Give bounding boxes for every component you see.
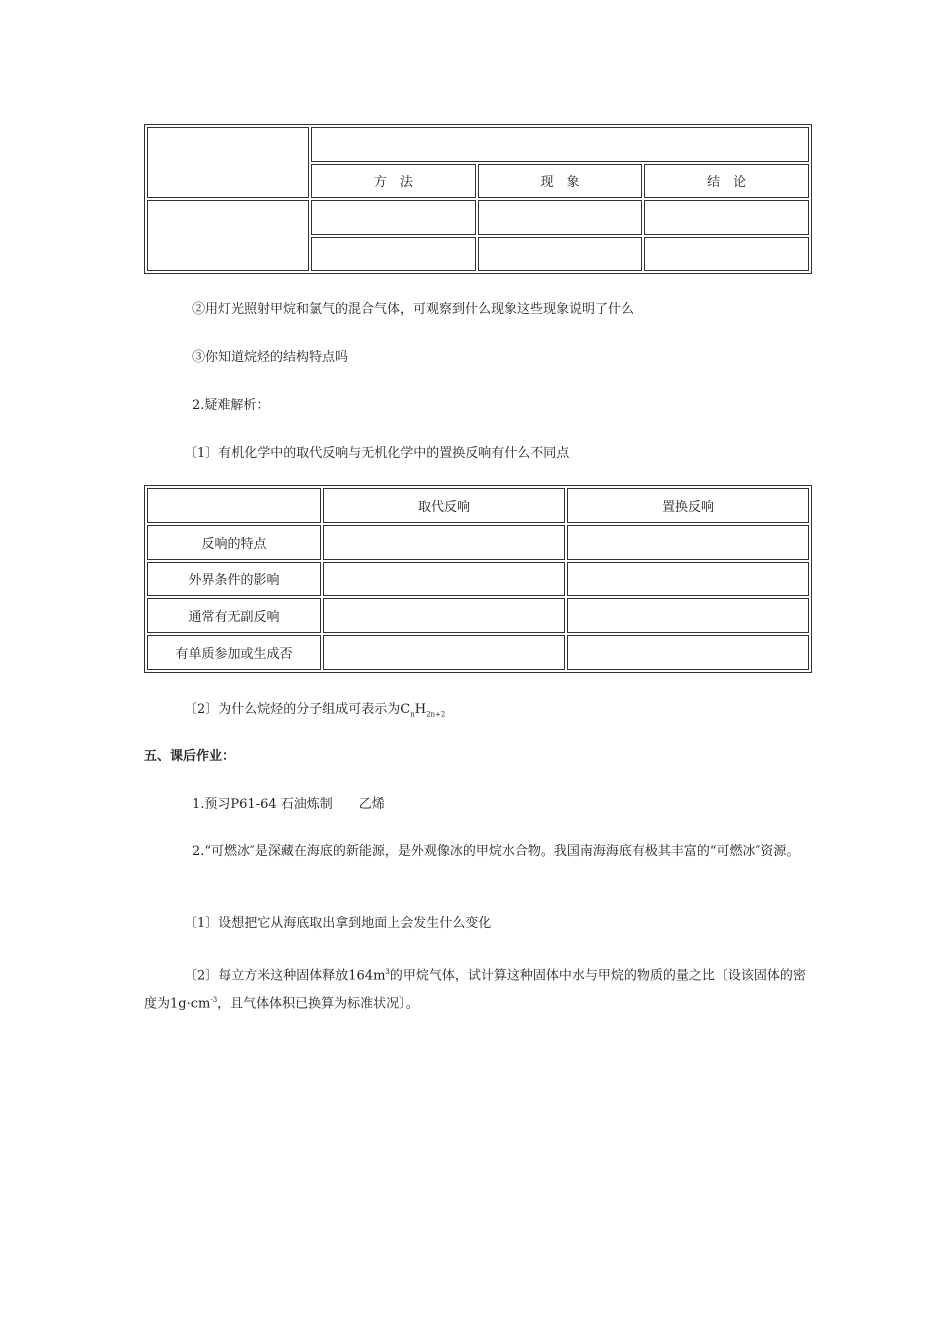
table2-header-blank — [147, 488, 321, 523]
table2-cell — [567, 562, 809, 597]
table2-header-replacement: 置换反响 — [567, 488, 809, 523]
table1-header-method: 方 法 — [311, 164, 476, 199]
paragraph-light-reaction: ②用灯光照射甲烷和氯气的混合气体，可观察到什么现象这些现象说明了什么 — [192, 302, 635, 317]
table1-cell — [478, 200, 643, 235]
table1-blank-corner — [147, 127, 309, 198]
homework-2-part-2 — [144, 960, 809, 1017]
homework-1: 1.预习P61-64 石油炼制 乙烯 — [192, 797, 385, 812]
table2-cell — [323, 635, 565, 670]
formula-subscript-n: n — [410, 710, 415, 719]
question-2 — [184, 702, 445, 723]
homework-2-part-2-b: 的甲烷气体，试计算这种固体中水与甲烷的物质的量之比〔设该固体的密度为1g·cm — [144, 968, 806, 1012]
table1-cell — [478, 237, 643, 272]
homework-2-part-2-c: ，且气体体积已换算为标准状况〕。 — [217, 996, 419, 1012]
section-homework-heading: 五、课后作业： — [144, 749, 236, 764]
table1-cell — [644, 237, 809, 272]
table2-cell — [567, 525, 809, 560]
heading-difficulty: 2.疑难解析： — [192, 398, 270, 413]
question-2-text: 〔2〕为什么烷烃的分子组成可表示为C — [184, 702, 411, 717]
question-1: 〔1〕有机化学中的取代反响与无机化学中的置换反响有什么不同点 — [184, 446, 570, 461]
table2-cell — [323, 525, 565, 560]
table2-cell — [323, 562, 565, 597]
table2-cell — [567, 635, 809, 670]
table2-row-label: 通常有无副反响 — [147, 598, 321, 633]
table2-row-label: 外界条件的影响 — [147, 562, 321, 597]
homework-2-part-1: 〔1〕设想把它从海底取出拿到地面上会发生什么变化 — [184, 916, 492, 931]
unit-superscript-2: -3 — [210, 996, 218, 1005]
table1-blank-side — [147, 200, 309, 271]
table1-cell — [311, 237, 476, 272]
experiment-table — [144, 124, 812, 274]
table1-header-phenomenon: 现 象 — [478, 164, 643, 199]
comparison-table — [144, 485, 812, 673]
table2-header-substitution: 取代反响 — [323, 488, 565, 523]
table1-cell — [644, 200, 809, 235]
table2-row-label: 反响的特点 — [147, 525, 321, 560]
table1-blank-header — [311, 127, 809, 162]
formula-h: H — [414, 702, 427, 717]
table2-cell — [567, 598, 809, 633]
table2-cell — [323, 598, 565, 633]
table2-row-label: 有单质参加或生成否 — [147, 635, 321, 670]
unit-superscript: 3 — [385, 968, 390, 976]
homework-2-part-2-a: 〔2〕每立方米这种固体释放164m — [184, 968, 386, 984]
formula-subscript: 2n+2 — [426, 710, 446, 719]
table1-header-conclusion: 结 论 — [644, 164, 809, 199]
homework-2: 2.“可燃冰″是深藏在海底的新能源，是外观像冰的甲烷水合物。我国南海海底有极其丰富的“可燃冰″资源。 — [192, 844, 800, 859]
table1-cell — [311, 200, 476, 235]
paragraph-alkane-structure: ③你知道烷烃的结构特点吗 — [192, 350, 349, 365]
